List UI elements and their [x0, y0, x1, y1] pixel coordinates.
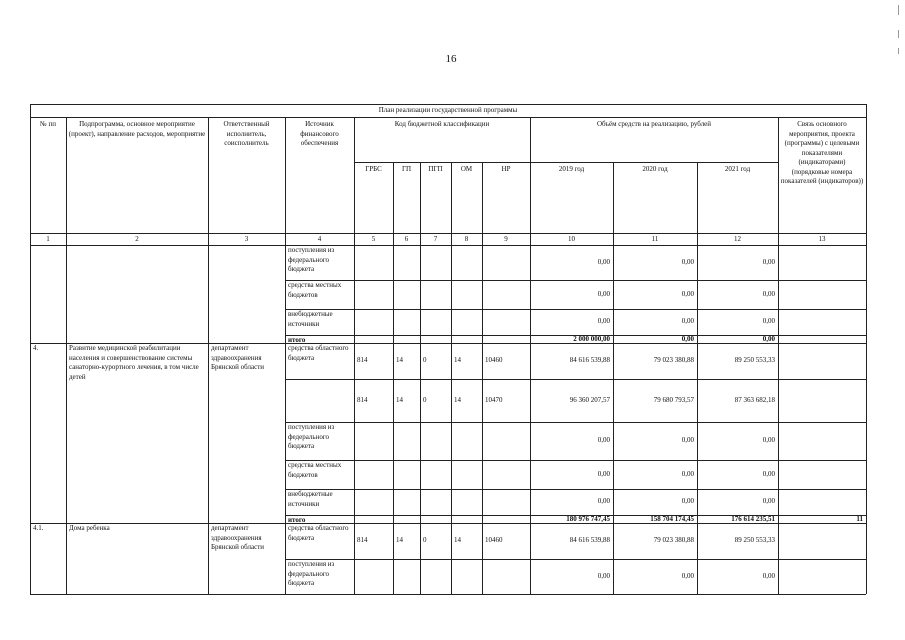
column-number-10: [531, 234, 612, 245]
row-grbs: [355, 396, 392, 422]
row-np-text: 10460: [485, 356, 503, 364]
row-gp: [394, 536, 419, 559]
row-value-2021-text: 0,00: [762, 572, 775, 580]
grid-line-vertical: [778, 245, 779, 594]
row-value-2019: [531, 515, 612, 523]
row-value-2021-text: 0,00: [762, 436, 775, 444]
row-pgp: [421, 536, 450, 559]
row-pgp-text: 0: [423, 356, 427, 364]
grid-line-horizontal: [285, 460, 866, 461]
column-number-2: [67, 234, 207, 245]
header-budget-code: [355, 120, 529, 162]
header-2021: [698, 165, 777, 233]
column-number-7: [421, 234, 450, 245]
header-np-text: НР: [501, 165, 511, 173]
grid-line-vertical: [208, 245, 209, 343]
row-value-2020: [614, 536, 696, 559]
column-number-2-text: 2: [135, 234, 139, 243]
row-value-2019: [531, 290, 612, 309]
column-number-10-text: 10: [568, 234, 575, 243]
header-pgp: [421, 165, 450, 233]
row-source-text: итого: [288, 516, 306, 523]
row-value-2019-text: 84 616 539,88: [569, 356, 610, 364]
header-gp: [394, 165, 419, 233]
row-value-2019-text: 0,00: [597, 258, 610, 266]
row-source-text: поступления из федерального бюджета: [288, 560, 335, 587]
grid-line-horizontal: [285, 379, 866, 380]
row-value-2019-text: 0,00: [597, 290, 610, 298]
grid-line-vertical: [866, 245, 867, 594]
row-value-2019: [531, 572, 612, 594]
header-pgp-text: ПГП: [428, 165, 443, 173]
column-number-12: [698, 234, 777, 245]
row-source: [286, 336, 353, 343]
row-source-text: поступления из федерального бюджета: [288, 423, 335, 450]
row-pgp: [421, 396, 450, 422]
row-gp-text: 14: [396, 396, 403, 404]
row-value-2020: [614, 497, 696, 515]
column-number-13: [779, 234, 865, 245]
row-value-2020: [614, 470, 696, 489]
row-source: [286, 461, 353, 489]
grid-line-horizontal: [354, 162, 530, 163]
header-responsible-text: Ответственный исполнитель, соисполнитель: [223, 120, 270, 147]
column-number-9-text: 9: [504, 234, 508, 243]
header-gp-text: ГП: [401, 165, 412, 173]
row-responsible: [209, 344, 284, 383]
column-number-3: [209, 234, 284, 245]
row-om: [452, 536, 481, 559]
row-num-text: 4.: [33, 344, 39, 352]
row-source-text: средства областного бюджета: [288, 344, 349, 362]
column-number-3-text: 3: [244, 234, 249, 243]
row-value-2019: [531, 258, 612, 280]
row-source-text: средства местных бюджетов: [288, 461, 342, 479]
row-value-2019: [531, 317, 612, 335]
row-value-2020-text: 0,00: [681, 258, 694, 266]
row-value-2019-text: 96 360 207,57: [569, 396, 610, 404]
grid-line-horizontal: [285, 422, 866, 423]
header-volume-text: Объём средств на реализацию, рублей: [596, 120, 712, 128]
header-name: [67, 120, 207, 233]
table-title-text: План реализации государственной программы: [378, 105, 518, 114]
grid-line-vertical: [66, 245, 67, 343]
row-value-2021: [698, 356, 777, 379]
row-value-2021: [698, 470, 777, 489]
grid-line-vertical: [866, 233, 867, 245]
row-np: [483, 356, 529, 379]
header-num: [31, 120, 65, 233]
header-om: [452, 165, 481, 233]
header-source: [286, 120, 353, 233]
header-grbs: [355, 165, 392, 233]
row-source: [286, 310, 353, 335]
column-number-12-text: 12: [734, 234, 741, 243]
row-value-2021-text: 0,00: [762, 335, 775, 343]
column-number-11: [614, 234, 696, 245]
row-link: [779, 515, 865, 523]
table-title: [31, 104, 865, 117]
column-number-1: [31, 234, 65, 245]
row-source-text: итого: [288, 336, 306, 343]
row-value-2019-text: 0,00: [597, 497, 610, 505]
row-value-2019: [531, 436, 612, 460]
row-value-2021: [698, 436, 777, 460]
row-grbs-text: 814: [357, 356, 368, 364]
scan-edge-mark: [898, 48, 899, 54]
header-2019-text: 2019 год: [558, 165, 585, 173]
row-value-2021: [698, 515, 777, 523]
header-volume: [531, 120, 777, 162]
grid-line-horizontal: [530, 162, 778, 163]
row-value-2019-text: 0,00: [597, 470, 610, 478]
row-pgp-text: 0: [423, 536, 427, 544]
row-value-2020: [614, 356, 696, 379]
row-source: [286, 560, 353, 594]
column-number-13-text: 13: [818, 234, 826, 243]
row-np-text: 10460: [485, 536, 503, 544]
row-source-text: поступления из федерального бюджета: [288, 246, 335, 273]
column-number-9: [483, 234, 529, 245]
row-grbs: [355, 536, 392, 559]
header-link-text: Связь основного мероприятия, проекта (программы) с целевыми показателями (индикаторами) (порядковые номера показателей (индикаторов)): [780, 120, 864, 185]
column-number-8-text: 8: [464, 234, 469, 243]
row-value-2020: [614, 317, 696, 335]
row-om-text: 14: [454, 536, 461, 544]
row-om-text: 14: [454, 356, 461, 364]
row-pgp-text: 0: [423, 396, 427, 404]
column-number-4-text: 4: [317, 234, 322, 243]
row-name-text: Развитие медицинской реабилитации населения и совершенствование системы санаторно-курортного лечения, в том числе детей: [69, 344, 199, 381]
column-number-11-text: 11: [651, 234, 659, 243]
row-np: [483, 536, 529, 559]
row-om: [452, 396, 481, 422]
column-number-8: [452, 234, 481, 245]
row-responsible-text: департамент здравоохранения Брянской области: [211, 344, 265, 371]
row-source-text: внебюджетные источники: [288, 490, 333, 508]
row-value-2021: [698, 536, 777, 559]
row-source-text: средства местных бюджетов: [288, 281, 342, 299]
row-value-2020-text: 158 704 174,45: [650, 515, 694, 523]
row-value-2020: [614, 258, 696, 280]
row-gp: [394, 396, 419, 422]
column-number-4: [286, 234, 353, 245]
header-name-text: Подпрограмма, основное мероприятие (проект), направление расходов, мероприятие: [68, 120, 206, 138]
row-value-2020-text: 79 023 380,88: [653, 356, 694, 364]
row-responsible: [209, 524, 284, 563]
grid-line-horizontal: [285, 559, 866, 560]
row-value-2020: [614, 396, 696, 422]
column-number-6-text: 6: [404, 234, 409, 243]
row-value-2020-text: 0,00: [681, 436, 694, 444]
header-np: [483, 165, 529, 233]
grid-line-horizontal: [285, 489, 866, 490]
row-value-2020: [614, 335, 696, 343]
grid-line-horizontal: [30, 594, 866, 595]
header-grbs-text: ГРБС: [365, 165, 382, 173]
column-number-6: [394, 234, 419, 245]
row-source: [286, 516, 353, 523]
grid-line-horizontal: [30, 117, 866, 118]
row-num-text: 4.1.: [33, 524, 44, 532]
row-value-2021-text: 176 614 235,51: [731, 515, 775, 523]
row-value-2021: [698, 258, 777, 280]
row-value-2021-text: 89 250 553,33: [734, 356, 775, 364]
row-name: [67, 344, 207, 403]
grid-line-horizontal: [30, 245, 866, 246]
grid-line-horizontal: [285, 280, 866, 281]
row-value-2020-text: 79 023 380,88: [653, 536, 694, 544]
row-gp-text: 14: [396, 356, 403, 364]
row-source: [286, 423, 353, 460]
row-value-2019: [531, 356, 612, 379]
row-value-2021-text: 0,00: [762, 290, 775, 298]
header-num-text: № пп: [40, 120, 56, 128]
row-value-2020-text: 0,00: [681, 290, 694, 298]
row-num: [31, 524, 65, 563]
row-value-2021-text: 0,00: [762, 317, 775, 325]
row-responsible-text: департамент здравоохранения Брянской области: [211, 524, 265, 551]
row-source: [286, 490, 353, 515]
row-value-2021: [698, 317, 777, 335]
row-value-2021: [698, 572, 777, 594]
column-number-5-text: 5: [371, 234, 376, 243]
row-value-2021-text: 0,00: [762, 497, 775, 505]
row-value-2019: [531, 335, 612, 343]
row-name: [67, 524, 207, 583]
row-source: [286, 281, 353, 309]
row-source-text: средства областного бюджета: [288, 524, 349, 542]
row-value-2020-text: 0,00: [681, 572, 694, 580]
page-number: 16: [445, 53, 457, 65]
column-number-7-text: 7: [433, 234, 438, 243]
row-grbs: [355, 356, 392, 379]
grid-line-horizontal: [285, 343, 866, 344]
row-value-2019-text: 2 000 000,00: [573, 335, 610, 343]
row-value-2021: [698, 396, 777, 422]
row-value-2019-text: 0,00: [597, 572, 610, 580]
grid-line-horizontal: [285, 309, 866, 310]
header-responsible: [209, 120, 284, 233]
row-value-2020: [614, 572, 696, 594]
row-source: [286, 246, 353, 280]
row-value-2020: [614, 515, 696, 523]
row-value-2021-text: 0,00: [762, 258, 775, 266]
grid-line-horizontal: [285, 523, 866, 524]
row-value-2021: [698, 335, 777, 343]
row-source: [286, 344, 353, 379]
row-grbs-text: 814: [357, 396, 368, 404]
row-gp-text: 14: [396, 536, 403, 544]
row-grbs-text: 814: [357, 536, 368, 544]
header-2021-text: 2021 год: [724, 165, 751, 173]
row-value-2021: [698, 497, 777, 515]
row-value-2020-text: 0,00: [681, 470, 694, 478]
header-2020-text: 2020 год: [642, 165, 668, 173]
header-2019: [531, 165, 612, 233]
row-value-2019-text: 84 616 539,88: [569, 536, 610, 544]
row-value-2019-text: 0,00: [597, 317, 610, 325]
row-value-2020-text: 0,00: [681, 317, 694, 325]
row-value-2020: [614, 290, 696, 309]
header-link: [779, 120, 865, 233]
row-value-2021-text: 87 363 682,18: [734, 396, 775, 404]
row-value-2020-text: 79 680 793,57: [653, 396, 694, 404]
row-value-2020-text: 0,00: [681, 497, 694, 505]
column-number-1-text: 1: [46, 234, 50, 243]
header-2020: [614, 165, 696, 233]
row-value-2019-text: 0,00: [597, 436, 610, 444]
column-number-5: [355, 234, 392, 245]
row-value-2020: [614, 436, 696, 460]
row-value-2019: [531, 396, 612, 422]
header-budget-code-text: Код бюджетной классификации: [394, 120, 490, 128]
scan-edge-mark: [898, 5, 899, 15]
row-source-text: внебюджетные источники: [288, 310, 333, 328]
row-np-text: 10470: [485, 396, 503, 404]
row-om: [452, 356, 481, 379]
row-value-2019: [531, 536, 612, 559]
row-value-2019: [531, 497, 612, 515]
row-gp: [394, 356, 419, 379]
row-num: [31, 344, 65, 383]
row-link-text: 11: [856, 515, 863, 523]
row-name-text: Дома ребенка: [69, 524, 110, 532]
header-source-text: Источник финансового обеспечения: [300, 120, 339, 147]
row-value-2021-text: 0,00: [762, 470, 775, 478]
header-om-text: ОМ: [460, 165, 473, 173]
row-pgp: [421, 356, 450, 379]
row-om-text: 14: [454, 396, 461, 404]
row-value-2021: [698, 290, 777, 309]
row-value-2020-text: 0,00: [681, 335, 694, 343]
row-source: [286, 524, 353, 559]
row-value-2019-text: 180 976 747,45: [566, 515, 610, 523]
scan-edge-mark: [898, 30, 899, 38]
row-value-2021-text: 89 250 553,33: [734, 536, 775, 544]
row-np: [483, 396, 529, 422]
row-value-2019: [531, 470, 612, 489]
